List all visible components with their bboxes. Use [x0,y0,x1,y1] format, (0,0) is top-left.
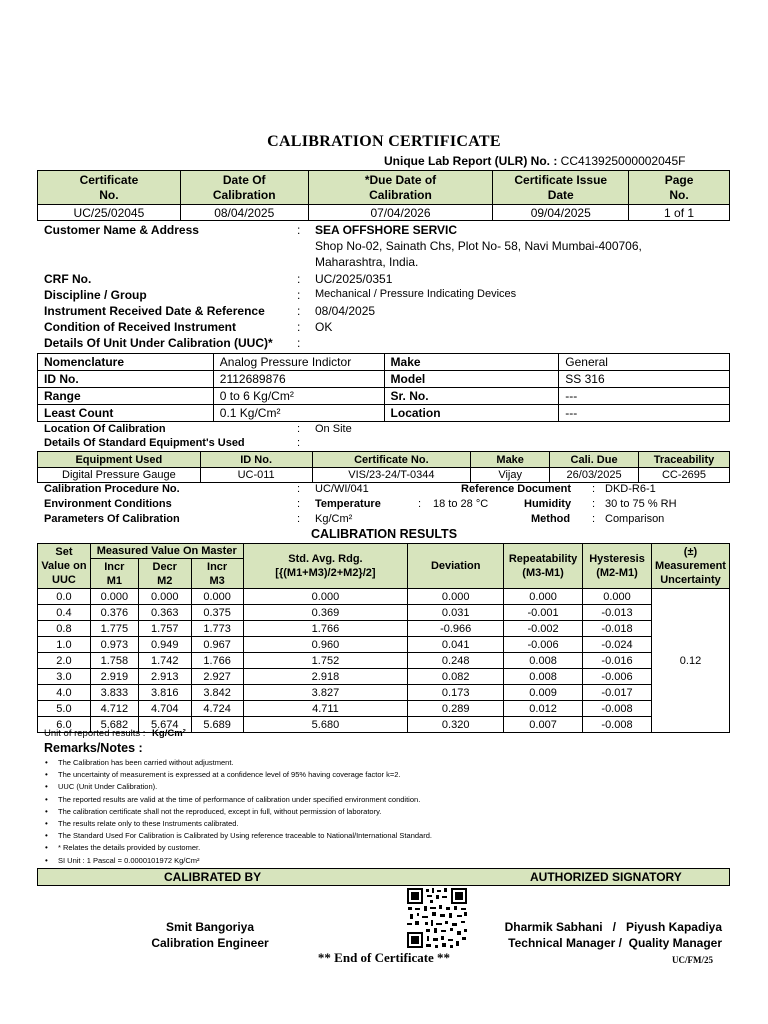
remark-item: • The reported results are valid at the time of performance of calibration under specified environment condition. [44,794,724,806]
uuc-details-label: Details Of Unit Under Calibration (UUC)* [44,336,273,350]
environment-label: Environment Conditions [44,498,172,510]
colon: : [297,288,301,302]
results-cell-set-value: 2.0 [38,653,91,669]
colon: : [592,513,596,525]
model-value: SS 316 [559,371,730,388]
results-row [38,589,730,605]
humidity-label: Humidity [524,498,572,510]
due-date-value: 07/04/2026 [308,205,493,221]
results-cell-m1: 1.775 [90,621,138,637]
equipment-col-id: ID No. [200,452,312,468]
procedure-value: UC/WI/041 [315,483,369,495]
remarks-title: Remarks/Notes : [44,741,143,755]
end-of-certificate: ** End of Certificate ** [317,950,451,965]
nomenclature-label: Nomenclature [38,354,214,371]
results-cell-m2: 1.757 [138,621,191,637]
results-row [38,637,730,653]
results-cell-set-value: 0.4 [38,605,91,621]
customer-info-block [44,223,734,353]
make-value: General [559,354,730,371]
managers-titles: Technical Manager / Quality Manager [508,936,722,950]
results-cell-m2: 0.949 [138,637,191,653]
temperature-value: 18 to 28 °C [433,498,489,510]
engineer-title: Calibration Engineer [151,936,269,950]
colon: : [592,498,596,510]
results-col-m3: Incr M3 [191,559,243,589]
results-cell-hysteresis: -0.013 [583,605,652,621]
standard-equipment-label: Details Of Standard Equipment's Used [44,437,245,449]
results-row [38,653,730,669]
results-cell-std-avg: 0.369 [243,605,408,621]
colon: : [592,483,596,495]
humidity-value: 30 to 75 % RH [605,498,677,510]
cert-no-value: UC/25/02045 [38,205,181,221]
colon: : [297,272,301,286]
managers-signature [490,919,730,951]
form-number: UC/FM/25 [672,955,713,965]
results-col-m2: Decr M2 [138,559,191,589]
header-cert-no: Certificate No. [38,171,181,205]
equipment-col-name: Equipment Used [38,452,201,468]
results-cell-m2: 2.913 [138,669,191,685]
remark-item: • SI Unit : 1 Pascal = 0.0000101972 Kg/Cm² [44,855,724,867]
authorized-signatory-label: AUTHORIZED SIGNATORY [530,870,682,884]
results-col-repeatability: Repeatability (M3-M1) [504,544,583,589]
procedure-block [44,483,734,527]
results-col-set-value: Set Value on UUC [38,544,91,589]
results-row [38,605,730,621]
results-cell-m3: 0.000 [191,589,243,605]
results-cell-deviation: 0.082 [408,669,504,685]
remarks-list [44,757,724,867]
results-cell-deviation: 0.031 [408,605,504,621]
equipment-col-make: Make [471,452,550,468]
engineer-name: Smit Bangoriya [165,920,255,934]
calibration-location-block [44,423,734,451]
location-value: --- [559,405,730,422]
results-cell-deviation: 0.320 [408,717,504,733]
results-col-deviation: Deviation [408,544,504,589]
received-label: Instrument Received Date & Reference [44,304,265,318]
unit-label: Unit of reported results : [44,728,146,739]
calibration-location-label: Location Of Calibration [44,423,166,435]
results-cell-hysteresis: -0.008 [583,717,652,733]
colon: : [297,423,301,435]
customer-address-line1: Shop No-02, Sainath Chs, Plot No- 58, Navi Mumbai-400706, [315,239,642,253]
results-cell-repeatability: 0.009 [504,685,583,701]
sr-no-label: Sr. No. [384,388,559,405]
results-row [38,669,730,685]
results-cell-std-avg: 0.000 [243,589,408,605]
calibration-results-table [37,543,730,733]
remark-item: • UUC (Unit Under Calibration). [44,781,724,793]
results-cell-m1: 2.919 [90,669,138,685]
reference-document-label: Reference Document [461,483,572,495]
crf-value: UC/2025/0351 [315,272,393,286]
results-cell-m3: 3.842 [191,685,243,701]
id-value: 2112689876 [213,371,384,388]
results-cell-deviation: 0.041 [408,637,504,653]
customer-address-line2: Maharashtra, India. [315,255,419,269]
results-cell-repeatability: 0.008 [504,669,583,685]
results-cell-m2: 0.000 [138,589,191,605]
results-cell-hysteresis: -0.017 [583,685,652,701]
results-cell-std-avg: 1.766 [243,621,408,637]
issue-date-value: 09/04/2025 [493,205,629,221]
results-col-hysteresis: Hysteresis (M2-M1) [583,544,652,589]
ulr-value: CC413925000002045F [560,154,686,168]
colon: : [297,513,301,525]
equipment-table [37,451,730,483]
colon: : [418,498,422,510]
results-col-std-avg: Std. Avg. Rdg. [{(M1+M3)/2+M2}/2] [243,544,408,589]
customer-label: Customer Name & Address [44,223,199,237]
remark-item: • The uncertainty of measurement is expressed at a confidence level of 95% having coverage factor k=2. [44,769,724,781]
results-cell-m3: 1.766 [191,653,243,669]
least-count-value: 0.1 Kg/Cm² [213,405,384,422]
least-count-label: Least Count [38,405,214,422]
results-row [38,621,730,637]
colon: : [297,223,301,237]
unit-line [44,728,186,739]
results-cell-repeatability: -0.006 [504,637,583,653]
equipment-certificate: VIS/23-24/T-0344 [312,468,471,483]
certificate-title: CALIBRATION CERTIFICATE [267,133,501,150]
results-cell-deviation: -0.966 [408,621,504,637]
signature-bar [37,868,730,886]
crf-label: CRF No. [44,272,92,286]
make-label: Make [384,354,559,371]
results-col-m1: Incr M1 [90,559,138,589]
results-col-measured-group: Measured Value On Master [90,544,243,559]
results-cell-m2: 3.816 [138,685,191,701]
results-cell-set-value: 1.0 [38,637,91,653]
results-cell-hysteresis: -0.024 [583,637,652,653]
range-label: Range [38,388,214,405]
ulr-line [384,154,685,168]
colon: : [297,304,301,318]
results-cell-m3: 4.724 [191,701,243,717]
engineer-signature [130,919,290,951]
results-cell-m3: 2.927 [191,669,243,685]
results-cell-m2: 0.363 [138,605,191,621]
date-of-calibration-value: 08/04/2025 [180,205,308,221]
id-label: ID No. [38,371,214,388]
results-cell-m3: 1.773 [191,621,243,637]
colon: : [297,437,301,449]
page-no-value: 1 of 1 [629,205,730,221]
equipment-col-traceability: Traceability [639,452,730,468]
results-cell-m3: 0.967 [191,637,243,653]
results-cell-m1: 3.833 [90,685,138,701]
header-page-no: Page No. [629,171,730,205]
certificate-header-table [37,170,730,221]
temperature-label: Temperature [315,498,381,510]
colon: : [297,336,301,350]
managers-names: Dharmik Sabhani / Piyush Kapadiya [504,920,722,934]
results-cell-std-avg: 1.752 [243,653,408,669]
condition-label: Condition of Received Instrument [44,320,237,334]
method-value: Comparison [605,513,665,525]
results-title: CALIBRATION RESULTS [310,527,458,541]
equipment-id: UC-011 [200,468,312,483]
nomenclature-value: Analog Pressure Indictor [213,354,384,371]
uuc-details-table [37,353,730,422]
uncertainty-value: 0.12 [651,589,729,733]
results-cell-m2: 5.674 [138,717,191,733]
calibration-location-value: On Site [315,423,352,435]
customer-name: SEA OFFSHORE SERVIC [315,223,458,237]
results-cell-m1: 5.682 [90,717,138,733]
equipment-traceability: CC-2695 [639,468,730,483]
condition-value: OK [315,320,333,334]
received-value: 08/04/2025 [315,304,376,318]
results-cell-deviation: 0.173 [408,685,504,701]
colon: : [297,498,301,510]
sr-no-value: --- [559,388,730,405]
results-cell-m1: 0.000 [90,589,138,605]
results-cell-deviation: 0.289 [408,701,504,717]
results-cell-set-value: 0.0 [38,589,91,605]
results-cell-set-value: 6.0 [38,717,91,733]
results-cell-set-value: 0.8 [38,621,91,637]
results-cell-std-avg: 5.680 [243,717,408,733]
results-cell-repeatability: 0.007 [504,717,583,733]
results-cell-hysteresis: -0.016 [583,653,652,669]
results-cell-m1: 4.712 [90,701,138,717]
calibrated-by-label: CALIBRATED BY [164,870,262,884]
results-cell-hysteresis: -0.008 [583,701,652,717]
results-cell-m3: 5.689 [191,717,243,733]
equipment-col-certificate: Certificate No. [312,452,471,468]
remark-item: • * Relates the details provided by customer. [44,842,724,854]
results-cell-hysteresis: 0.000 [583,589,652,605]
reference-document-value: DKD-R6-1 [605,483,656,495]
results-cell-m2: 4.704 [138,701,191,717]
remark-item: • The results relate only to these Instruments calibrated. [44,818,724,830]
equipment-due: 26/03/2025 [550,468,639,483]
results-cell-set-value: 5.0 [38,701,91,717]
parameters-label: Parameters Of Calibration [44,513,180,525]
results-cell-std-avg: 3.827 [243,685,408,701]
results-cell-repeatability: 0.000 [504,589,583,605]
results-cell-repeatability: 0.008 [504,653,583,669]
results-row [38,701,730,717]
results-cell-std-avg: 0.960 [243,637,408,653]
header-issue-date: Certificate Issue Date [493,171,629,205]
results-cell-hysteresis: -0.018 [583,621,652,637]
location-label: Location [384,405,559,422]
results-cell-hysteresis: -0.006 [583,669,652,685]
colon: : [297,320,301,334]
results-row [38,685,730,701]
equipment-make: Vijay [471,468,550,483]
results-cell-deviation: 0.000 [408,589,504,605]
results-cell-deviation: 0.248 [408,653,504,669]
discipline-value: Mechanical / Pressure Indicating Devices [315,288,517,300]
results-cell-repeatability: 0.012 [504,701,583,717]
results-col-uncertainty: (±) Measurement Uncertainty [651,544,729,589]
equipment-name: Digital Pressure Gauge [38,468,201,483]
remark-item: • The Standard Used For Calibration is Calibrated by Using reference traceable to National/International Standard. [44,830,724,842]
remark-item: • The calibration certificate shall not the reproduced, except in full, without permission of laboratory. [44,806,724,818]
equipment-col-due: Cali. Due [550,452,639,468]
header-date-of-calibration: Date Of Calibration [180,171,308,205]
results-cell-set-value: 4.0 [38,685,91,701]
parameters-value: Kg/Cm² [315,513,353,525]
remark-item: • The Calibration has been carried without adjustment. [44,757,724,769]
model-label: Model [384,371,559,388]
results-cell-repeatability: -0.001 [504,605,583,621]
qr-code-icon [406,887,468,949]
results-cell-m1: 0.376 [90,605,138,621]
header-due-date: *Due Date of Calibration [308,171,493,205]
unit-value: Kg/Cm² [152,728,186,739]
discipline-label: Discipline / Group [44,288,147,302]
results-cell-m2: 1.742 [138,653,191,669]
results-cell-m1: 0.973 [90,637,138,653]
method-label: Method [531,513,571,525]
procedure-label: Calibration Procedure No. [44,483,180,495]
colon: : [297,483,301,495]
results-cell-repeatability: -0.002 [504,621,583,637]
results-cell-std-avg: 4.711 [243,701,408,717]
results-cell-m3: 0.375 [191,605,243,621]
results-cell-m1: 1.758 [90,653,138,669]
results-cell-set-value: 3.0 [38,669,91,685]
ulr-label: Unique Lab Report (ULR) No. : [384,154,558,168]
range-value: 0 to 6 Kg/Cm² [213,388,384,405]
results-cell-std-avg: 2.918 [243,669,408,685]
